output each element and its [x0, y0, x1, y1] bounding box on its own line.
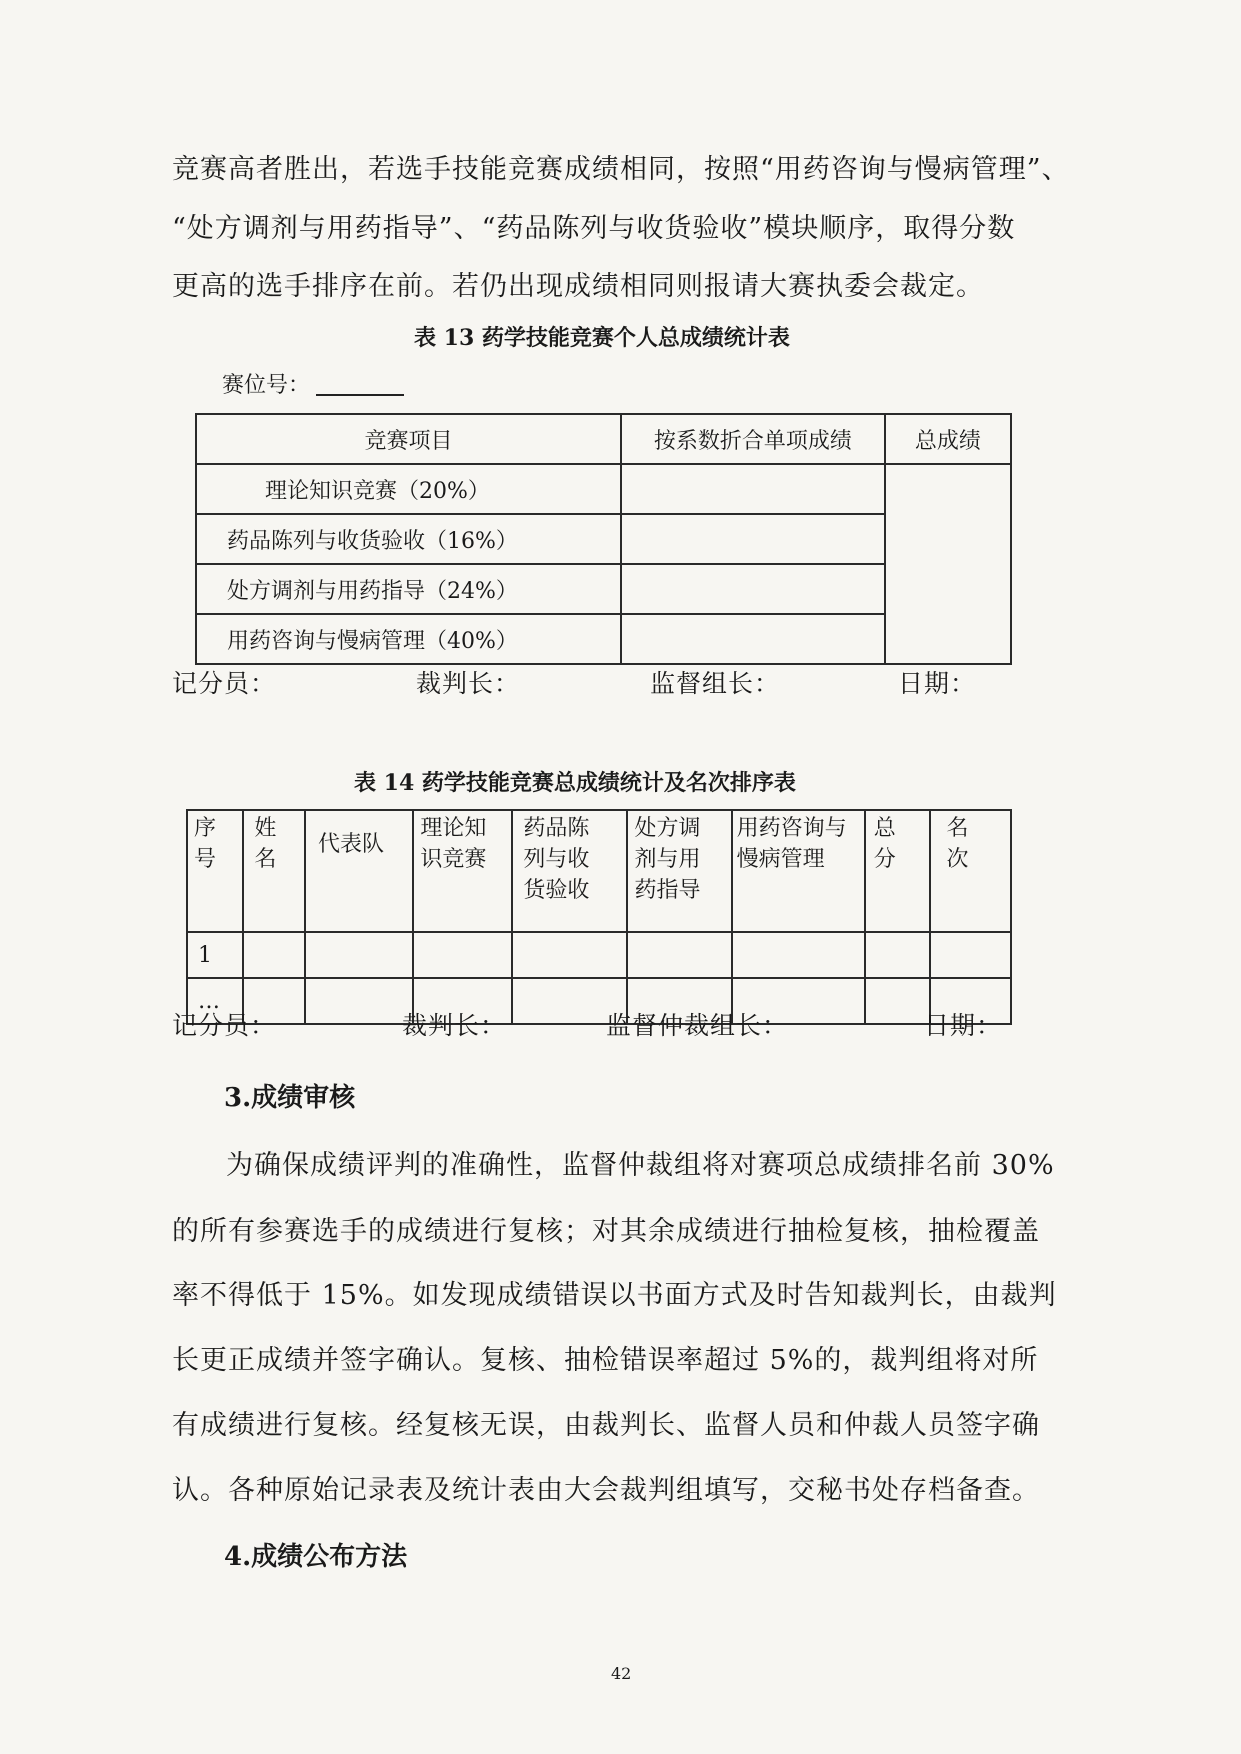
paragraph-line: 认。各种原始记录表及统计表由大会裁判组填写，交秘书处存档备查。	[172, 1475, 1040, 1506]
t13-score-cell	[621, 564, 885, 614]
table-cell	[305, 932, 413, 978]
signature-supervisor: 监督组长：	[650, 669, 781, 698]
signature-chief-judge: 裁判长：	[402, 1011, 507, 1040]
table13	[195, 413, 1012, 665]
t13-score-cell	[621, 614, 885, 664]
signature-date: 日期：	[924, 1011, 1003, 1040]
paragraph-line: 有成绩进行复核。经复核无误，由裁判长、监督人员和仲裁人员签字确	[172, 1410, 1040, 1441]
table14-caption: 表 14 药学技能竞赛总成绩统计及名次排序表	[354, 770, 796, 796]
table-cell	[865, 978, 930, 1024]
table-cell	[512, 932, 627, 978]
table-cell	[305, 978, 413, 1024]
paragraph-line: 更高的选手排序在前。若仍出现成绩相同则报请大赛执委会裁定。	[172, 271, 984, 302]
table-cell	[732, 932, 865, 978]
table-cell	[930, 932, 1011, 978]
t14-header-rank: 名 次	[930, 810, 1011, 932]
t13-item: 理论知识竞赛（20%）	[196, 464, 621, 514]
t13-header-item: 竞赛项目	[196, 414, 621, 464]
paragraph-line: “处方调剂与用药指导”、“药品陈列与收货验收”模块顺序，取得分数	[172, 213, 1016, 244]
t14-header-team: 代表队	[305, 810, 413, 932]
signature-chief-judge: 裁判长：	[416, 669, 521, 698]
t14-header-name: 姓 名	[243, 810, 305, 932]
t14-header-theory: 理论知 识竞赛	[413, 810, 512, 932]
paragraph-line: 长更正成绩并签字确认。复核、抽检错误率超过 5%的，裁判组将对所	[172, 1345, 1039, 1376]
t14-header-total: 总 分	[865, 810, 930, 932]
table-row-number: 1	[187, 932, 243, 978]
paragraph-line: 为确保成绩评判的准确性，监督仲裁组将对赛项总成绩排名前 30%	[226, 1150, 1055, 1181]
table-cell	[865, 932, 930, 978]
t14-header-prescription: 处方调 剂与用 药指导	[627, 810, 731, 932]
t14-header-display: 药品陈 列与收 货验收	[512, 810, 627, 932]
paragraph-line: 的所有参赛选手的成绩进行复核；对其余成绩进行抽检复核，抽检覆盖	[172, 1216, 1040, 1247]
t13-item: 用药咨询与慢病管理（40%）	[196, 614, 621, 664]
table13-caption: 表 13 药学技能竞赛个人总成绩统计表	[414, 325, 790, 351]
t13-score-cell	[621, 464, 885, 514]
table-cell	[413, 932, 512, 978]
t13-item: 处方调剂与用药指导（24%）	[196, 564, 621, 614]
paragraph-line: 竞赛高者胜出，若选手技能竞赛成绩相同，按照“用药咨询与慢病管理”、	[172, 154, 1070, 185]
signature-scorekeeper: 记分员：	[172, 1011, 277, 1040]
section-heading: 4.成绩公布方法	[224, 1542, 408, 1572]
page-number: 42	[611, 1664, 632, 1683]
table-cell	[243, 932, 305, 978]
t13-score-cell	[621, 514, 885, 564]
seat-number-label: 赛位号：	[222, 368, 404, 399]
table-cell	[627, 932, 731, 978]
signature-scorekeeper: 记分员：	[172, 669, 277, 698]
section-heading: 3.成绩审核	[224, 1083, 356, 1113]
t14-header-no: 序 号	[187, 810, 243, 932]
signature-date: 日期：	[898, 669, 977, 698]
table-row-number: …	[187, 978, 243, 1024]
t13-header-total: 总成绩	[885, 414, 1011, 464]
signature-arbitration-leader: 监督仲裁组长：	[606, 1011, 789, 1040]
paragraph-line: 率不得低于 15%。如发现成绩错误以书面方式及时告知裁判长，由裁判	[172, 1280, 1057, 1311]
seat-number-blank	[316, 394, 404, 396]
t13-item: 药品陈列与收货验收（16%）	[196, 514, 621, 564]
table14	[186, 809, 1012, 1025]
t14-header-consulting: 用药咨询与 慢病管理	[732, 810, 865, 932]
t13-total-cell	[885, 464, 1011, 664]
t13-header-score: 按系数折合单项成绩	[621, 414, 885, 464]
